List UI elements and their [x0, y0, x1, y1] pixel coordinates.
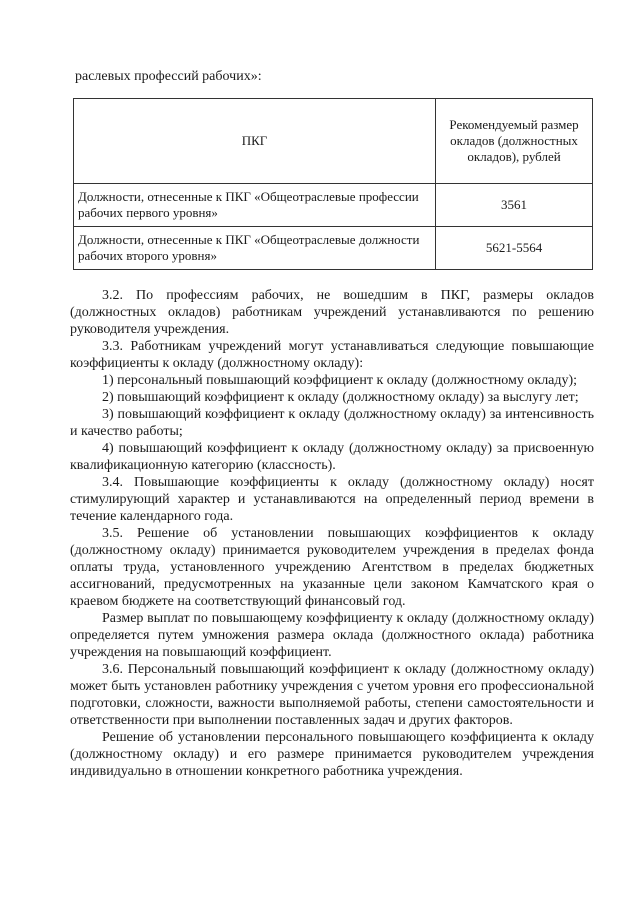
- body-text: [70, 287, 594, 780]
- list-item-1: 1) персональный повышающий коэффициент к окладу (должностному окладу);: [102, 373, 578, 388]
- salary-table: [73, 98, 593, 270]
- paragraph-3-4: 3.4. Повышающие коэффициенты к окладу (должностному окладу) носят стимулирующий характер и устанавливаются на определенный период времени в течение календарного года.: [70, 475, 594, 524]
- table-row: [74, 227, 593, 270]
- intro-line: раслевых профессий рабочих»:: [75, 69, 262, 84]
- paragraph-3-3: 3.3. Работникам учреждений могут устанавливаться следующие повышающие коэффициенты к окладу (должностному окладу):: [70, 339, 594, 371]
- list-item-4: 4) повышающий коэффициент к окладу (должностному окладу) за присвоенную квалификационную категорию (классность).: [70, 441, 594, 473]
- row-name: Должности, отнесенные к ПКГ «Общеотраслевые должности рабочих второго уровня»: [74, 227, 436, 270]
- paragraph-3-2: 3.2. По профессиям рабочих, не вошедшим в ПКГ, размеры окладов (должностных окладов) работникам учреждений устанавливаются по решению руководителя учреждения.: [70, 288, 594, 337]
- row-name: Должности, отнесенные к ПКГ «Общеотраслевые профессии рабочих первого уровня»: [74, 184, 436, 227]
- header-salary: Рекомендуемый размер окладов (должностных окладов), рублей: [436, 99, 593, 184]
- row-value: 5621-5564: [436, 227, 593, 270]
- paragraph-3-6: 3.6. Персональный повышающий коэффициент к окладу (должностному окладу) может быть установлен работнику учреждения с учетом уровня его профессиональной подготовки, сложности, важности выполняемой работы, степени самостоятельности и ответственности при выполнении поставленных задач и других факторов.: [70, 662, 594, 728]
- row-value: 3561: [436, 184, 593, 227]
- list-item-3: 3) повышающий коэффициент к окладу (должностному окладу) за интенсивность и качество работы;: [70, 407, 594, 439]
- header-pkg: ПКГ: [74, 99, 436, 184]
- paragraph-3-5: 3.5. Решение об установлении повышающих коэффициентов к окладу (должностному окладу) принимается руководителем учреждения в пределах фонда оплаты труда, установленного учреждению Агентством в пределах бюджетных ассигнований, предусмотренных на указанные цели законом Камчатского края о краевом бюджете на соответствующий финансовый год.: [70, 526, 594, 609]
- table-header-row: [74, 99, 593, 184]
- list-item-2: 2) повышающий коэффициент к окладу (должностному окладу) за выслугу лет;: [102, 390, 579, 405]
- paragraph-decision: Решение об установлении персонального повышающего коэффициента к окладу (должностному окладу) и его размере принимается руководителем учреждения индивидуально в отношении конкретного работника учреждения.: [70, 730, 594, 779]
- table-row: [74, 184, 593, 227]
- paragraph-payment-size: Размер выплат по повышающему коэффициенту к окладу (должностному окладу) определяется путем умножения размера оклада (должностного оклада) работника учреждения на повышающий коэффициент.: [70, 611, 594, 660]
